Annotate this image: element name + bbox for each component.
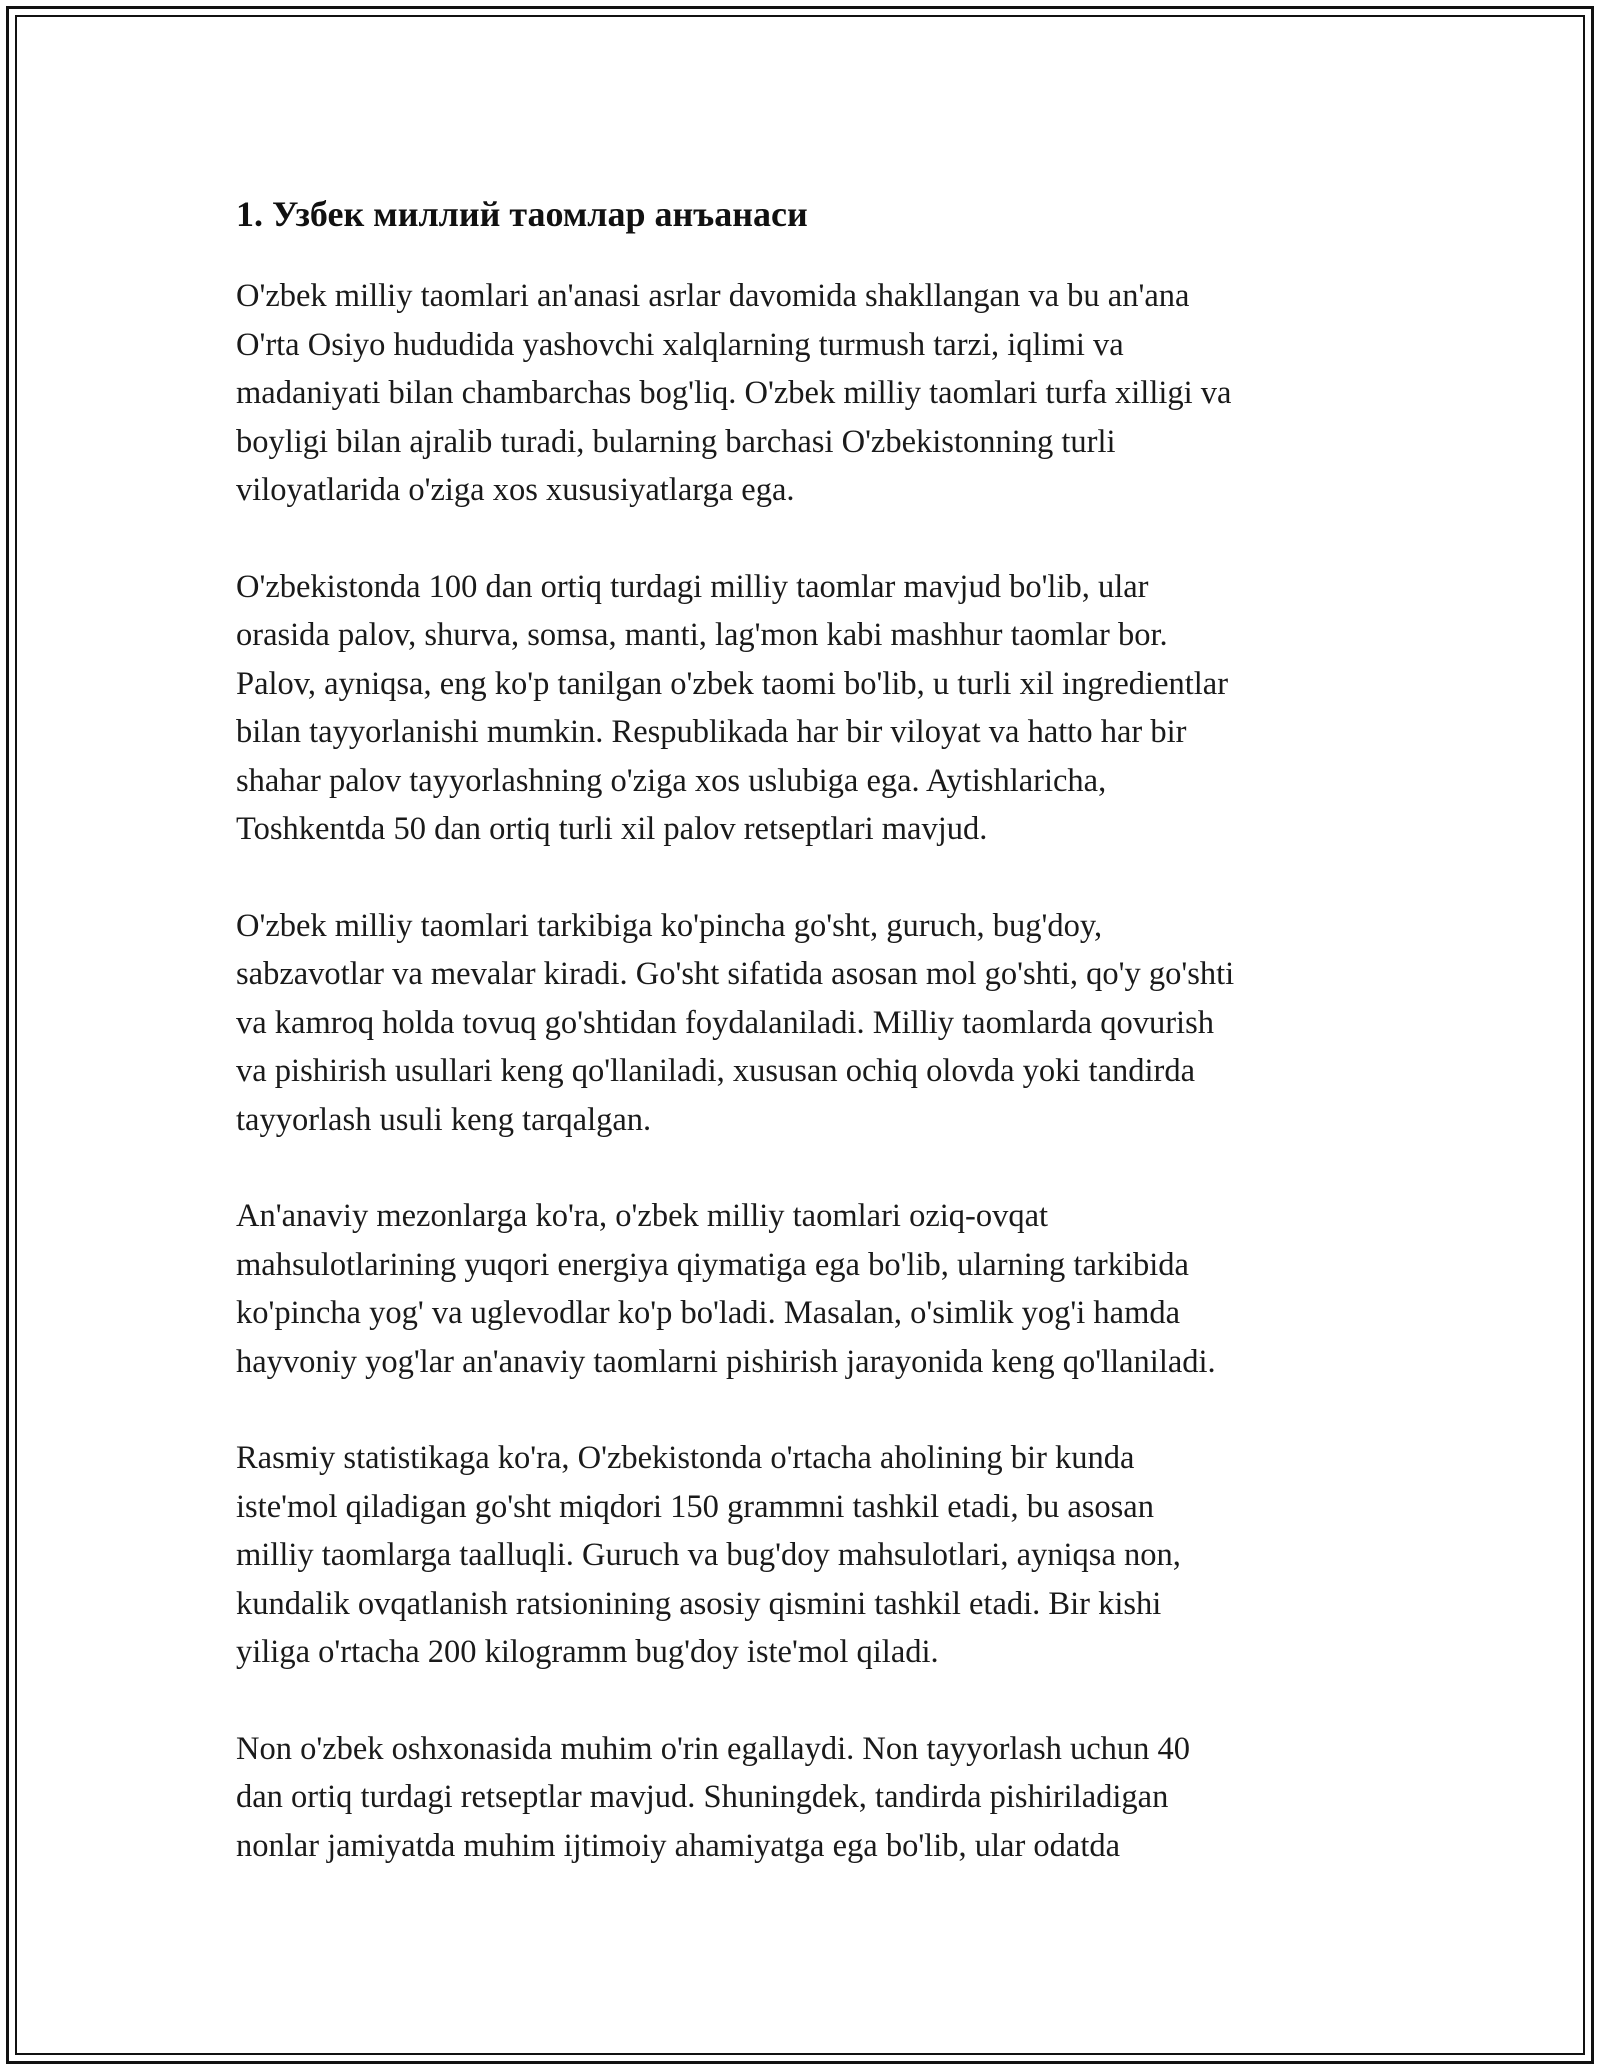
paragraph-line: boyligi bilan ajralib turadi, bularning barchasi O'zbekistonning turli [236, 423, 1116, 460]
paragraph-line: O'zbek milliy taomlari an'anasi asrlar davomida shakllangan va bu an'ana [236, 278, 1190, 314]
paragraph-line: An'anaviy mezonlarga ko'ra, o'zbek milliy taomlari oziq-ovqat [236, 1198, 1049, 1234]
paragraph-line: yiliga o'rtacha 200 kilogramm bug'doy iste'mol qiladi. [236, 1634, 939, 1670]
paragraph-line: Non o'zbek oshxonasida muhim o'rin egallaydi. Non tayyorlash uchun 40 [236, 1730, 1191, 1767]
section-heading: 1. Узбек миллий таомлар анъанаси [236, 194, 808, 234]
paragraph-line: madaniyati bilan chambarchas bog'liq. O'zbek milliy taomlari turfa xilligi va [236, 375, 1232, 411]
paragraph-line: va kamroq holda tovuq go'shtidan foydalaniladi. Milliy taomlarda qovurish [236, 1004, 1214, 1041]
paragraph [236, 1434, 1376, 1677]
paragraph-line: Palov, ayniqsa, eng ko'p tanilgan o'zbek taomi bo'lib, u turli xil ingredientlar [236, 665, 1229, 702]
paragraph-line: va pishirish usullari keng qo'llaniladi, xususan ochiq olovda yoki tandirda [236, 1053, 1196, 1089]
paragraph [236, 902, 1376, 1145]
paragraph-line: nonlar jamiyatda muhim ijtimoiy ahamiyatga ega bo'lib, ular odatda [236, 1827, 1121, 1864]
paragraph [236, 1192, 1376, 1386]
paragraph-line: ko'pincha yog' va uglevodlar ko'p bo'ladi. Masalan, o'simlik yog'i hamda [236, 1295, 1181, 1331]
paragraph-line: sabzavotlar va mevalar kiradi. Go'sht sifatida asosan mol go'shti, qo'y go'shti [236, 956, 1235, 992]
paragraph-line: O'zbek milliy taomlari tarkibiga ko'pincha go'sht, guruch, bug'doy, [236, 907, 1103, 944]
paragraph-line: bilan tayyorlanishi mumkin. Respublikada har bir viloyat va hatto har bir [236, 714, 1187, 750]
paragraph-list [236, 272, 1376, 1870]
paragraph [236, 272, 1376, 515]
paragraph-line: dan ortiq turdagi retseptlar mavjud. Shuningdek, tandirda pishiriladigan [236, 1779, 1169, 1815]
paragraph-line: iste'mol qiladigan go'sht miqdori 150 grammni tashkil etadi, bu asosan [236, 1488, 1154, 1525]
paragraph-line: milliy taomlarga taalluqli. Guruch va bug'doy mahsulotlari, ayniqsa non, [236, 1537, 1181, 1573]
paragraph-line: viloyatlarida o'ziga xos xususiyatlarga ega. [236, 472, 795, 508]
paragraph [236, 563, 1376, 854]
document-body [236, 186, 1376, 1918]
paragraph [236, 1725, 1376, 1871]
paragraph-line: Toshkentda 50 dan ortiq turli xil palov retseptlari mavjud. [236, 811, 988, 847]
paragraph-line: shahar palov tayyorlashning o'ziga xos uslubiga ega. Aytishlaricha, [236, 762, 1107, 799]
paragraph-line: mahsulotlarining yuqori energiya qiymatiga ega bo'lib, ularning tarkibida [236, 1246, 1189, 1283]
paragraph-line: kundalik ovqatlanish ratsionining asosiy qismini tashkil etadi. Bir kishi [236, 1585, 1162, 1622]
paragraph-line: orasida palov, shurva, somsa, manti, lag'mon kabi mashhur taomlar bor. [236, 617, 1168, 653]
paragraph-line: O'rta Osiyo hududida yashovchi xalqlarning turmush tarzi, iqlimi va [236, 326, 1124, 363]
paragraph-line: O'zbekistonda 100 dan ortiq turdagi milliy taomlar mavjud bo'lib, ular [236, 568, 1149, 605]
paragraph-line: hayvoniy yog'lar an'anaviy taomlarni pishirish jarayonida keng qo'llaniladi. [236, 1343, 1216, 1380]
paragraph-line: Rasmiy statistikaga ko'ra, O'zbekistonda o'rtacha aholining bir kunda [236, 1440, 1135, 1476]
paragraph-line: tayyorlash usuli keng tarqalgan. [236, 1101, 652, 1138]
